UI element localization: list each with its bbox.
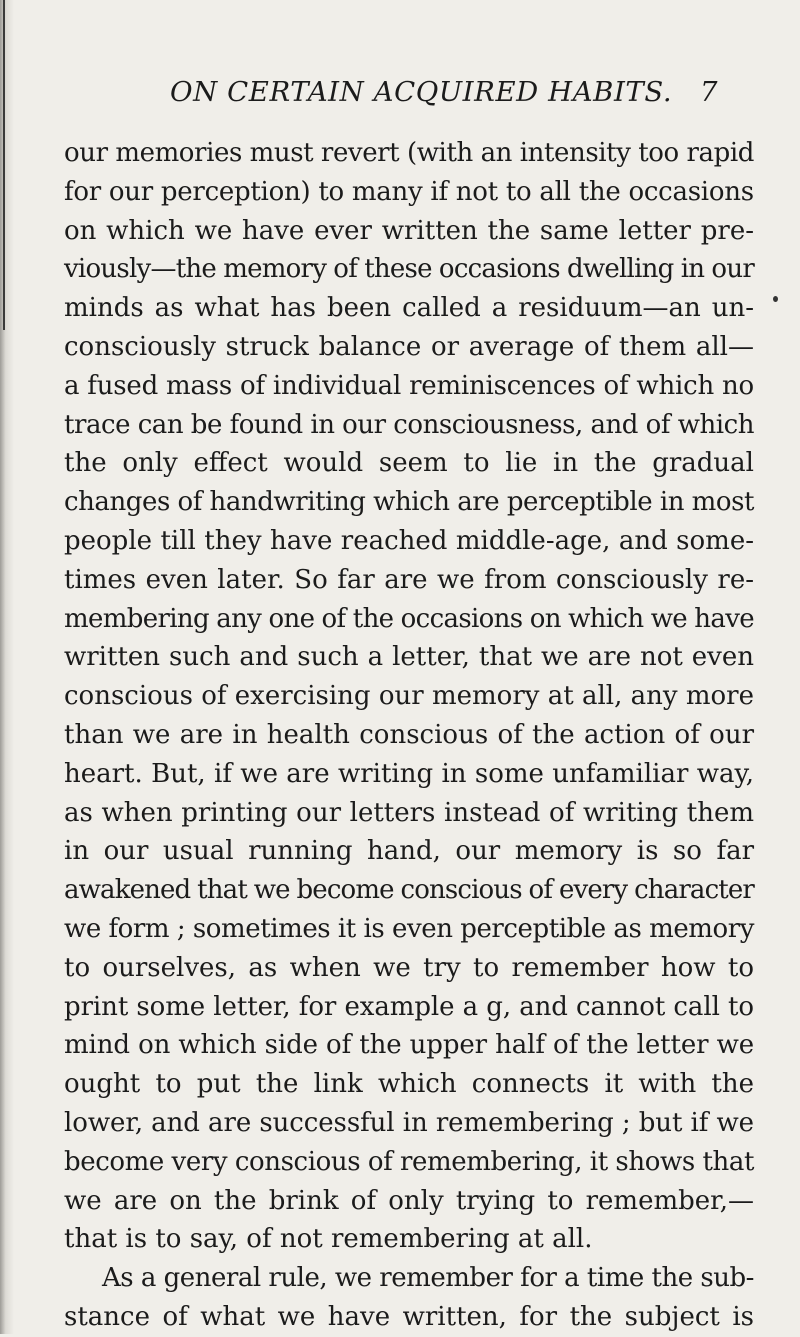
text-line: ought to put the link which connects it with the xyxy=(64,1069,754,1100)
text-line: written such and such a letter, that we are not even xyxy=(64,642,754,673)
text-line: viously—the memory of these occasions dwelling in our xyxy=(64,254,754,285)
text-line: the only effect would seem to lie in the gradual xyxy=(64,448,754,479)
ink-speck xyxy=(773,296,778,302)
text-line: heart. But, if we are writing in some unfamiliar way, xyxy=(64,758,754,789)
text-line: for our perception) to many if not to all the occasions xyxy=(64,176,754,207)
body-text xyxy=(64,134,754,1337)
text-line: print some letter, for example a g, and cannot call to xyxy=(64,991,754,1022)
text-line: become very conscious of remembering, it shows that xyxy=(64,1146,754,1177)
text-line: that is to say, of not remembering at all. xyxy=(64,1224,593,1255)
text-line: our memories must revert (with an intensity too rapid xyxy=(64,138,754,168)
text-line: times even later. So far are we from consciously re- xyxy=(64,564,754,595)
text-line: conscious of exercising our memory at all, any more xyxy=(64,681,754,712)
text-line: to ourselves, as when we try to remember how to xyxy=(64,952,754,983)
text-line: minds as what has been called a residuum—an un- xyxy=(64,293,754,324)
running-title: ON CERTAIN ACQUIRED HABITS. xyxy=(170,76,673,108)
text-line: in our usual running hand, our memory is so far xyxy=(64,836,754,867)
text-line: awakened that we become conscious of every character xyxy=(64,875,754,906)
page-number: 7 xyxy=(700,76,718,108)
text-line: trace can be found in our consciousness, and of which xyxy=(64,409,754,440)
text-line: than we are in health conscious of the action of our xyxy=(64,719,754,750)
text-line: a fused mass of individual reminiscences of which no xyxy=(64,370,754,401)
text-line: consciously struck balance or average of them all— xyxy=(64,331,754,362)
text-line: stance of what we have written, for the subject is xyxy=(64,1301,754,1332)
paragraph-start-line: As a general rule, we remember for a time the sub- xyxy=(102,1263,754,1294)
text-line: membering any one of the occasions on which we have xyxy=(64,603,754,634)
text-line: we form ; sometimes it is even perceptible as memory xyxy=(64,913,754,944)
text-line: on which we have ever written the same letter pre- xyxy=(64,215,754,246)
text-line: mind on which side of the upper half of the letter we xyxy=(64,1030,754,1061)
text-line: changes of handwriting which are perceptible in most xyxy=(64,487,754,518)
text-line: as when printing our letters instead of writing them xyxy=(64,797,754,828)
text-line: we are on the brink of only trying to remember,— xyxy=(64,1185,754,1216)
page-edge-line xyxy=(3,0,5,330)
text-line: lower, and are successful in remembering ; but if we xyxy=(64,1107,754,1138)
text-line: people till they have reached middle-age, and some- xyxy=(64,525,754,556)
